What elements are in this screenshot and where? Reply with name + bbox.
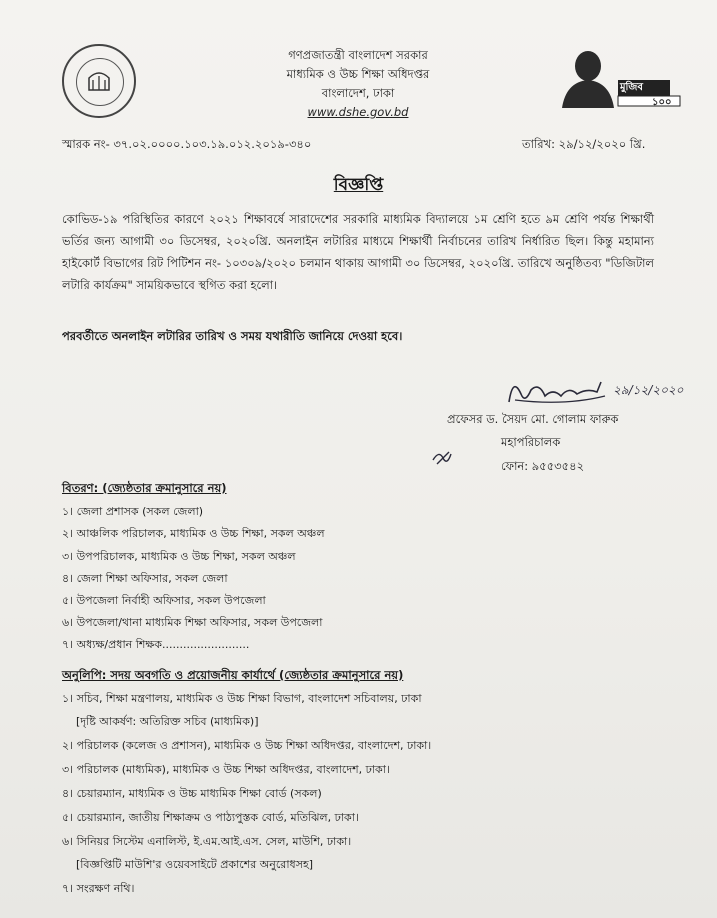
list-item: ১। জেলা প্রশাসক (সকল জেলা) bbox=[62, 505, 204, 518]
list-item: ২। আঞ্চলিক পরিচালক, মাধ্যমিক ও উচ্চ শিক্ষা, সকল অঞ্চল bbox=[62, 527, 325, 540]
memo-number: স্মারক নং- ৩৭.০২.০০০০.১০৩.১৯.০১২.২০১৯-৩৪০ bbox=[62, 137, 312, 151]
mujib-logo-text: মুজিব bbox=[620, 82, 643, 93]
list-item: [বিজ্ঞপ্তিটি মাউশি'র ওয়েবসাইটে প্রকাশের অনুরোধসহ] bbox=[62, 858, 314, 871]
initial-scribble bbox=[431, 448, 453, 468]
list-item: ৭। সংরক্ষণ নথি। bbox=[62, 882, 135, 895]
list-item: ৬। উপজেলা/থানা মাধ্যমিক শিক্ষা অফিসার, সকল উপজেলা bbox=[62, 616, 323, 629]
follow-up-notice: পরবর্তীতে অনলাইন লটারির তারিখ ও সময় যথারীতি জানিয়ে দেওয়া হবে। bbox=[62, 329, 403, 343]
directorate-name: মাধ্যমিক ও উচ্চ শিক্ষা অধিদপ্তর bbox=[286, 67, 430, 81]
list-item: ৬। সিনিয়র সিস্টেম এনালিস্ট, ই.এম.আই.এস. সেল, মাউশি, ঢাকা। bbox=[62, 835, 352, 848]
website-link[interactable]: www.dshe.gov.bd bbox=[307, 105, 409, 119]
government-name: গণপ্রজাতন্ত্রী বাংলাদেশ সরকার bbox=[288, 48, 428, 62]
list-item: ১। সচিব, শিক্ষা মন্ত্রণালয়, মাধ্যমিক ও উচ্চ শিক্ষা বিভাগ, বাংলাদেশ সচিবালয়, ঢাকা bbox=[62, 692, 422, 705]
list-item: ২। পরিচালক (কলেজ ও প্রশাসন), মাধ্যমিক ও উচ্চ শিক্ষা অধিদপ্তর, বাংলাদেশ, ঢাকা। bbox=[62, 739, 432, 752]
list-item: ৫। চেয়ারম্যান, জাতীয় শিক্ষাক্রম ও পাঠ্যপুস্তক বোর্ড, মতিঝিল, ঢাকা। bbox=[62, 811, 359, 824]
signatory-name: প্রফেসর ড. সৈয়দ মো. গোলাম ফারুক bbox=[447, 412, 619, 426]
distribution-heading: বিতরণ: (জ্যেষ্ঠতার ক্রমানুসারে নয়) bbox=[62, 481, 227, 495]
copies-heading: অনুলিপি: সদয় অবগতি ও প্রয়োজনীয় কার্যার্থে (জ্যেষ্ঠতার ক্রমানুসারে নয়) bbox=[62, 668, 404, 682]
list-item: ৪। জেলা শিক্ষা অফিসার, সকল জেলা bbox=[62, 572, 228, 585]
list-item: [দৃষ্টি আকর্ষণ: অতিরিক্ত সচিব (মাধ্যমিক)] bbox=[62, 715, 259, 728]
office-location: বাংলাদেশ, ঢাকা bbox=[321, 86, 395, 100]
memo-date: তারিখ: ২৯/১২/২০২০ খ্রি. bbox=[522, 137, 646, 151]
list-item: ৭। অধ্যক্ষ/প্রধান শিক্ষক......................... bbox=[62, 638, 250, 651]
list-item: ৩। পরিচালক (মাধ্যমিক), মাধ্যমিক ও উচ্চ শিক্ষা অধিদপ্তর, বাংলাদেশ, ঢাকা। bbox=[62, 763, 390, 776]
notice-title: বিজ্ঞপ্তি bbox=[333, 175, 384, 195]
signatory-designation: মহাপরিচালক bbox=[501, 435, 561, 449]
mujib-logo-number: ১০০ bbox=[652, 97, 672, 108]
signature-date: ২৯/১২/২০২০ bbox=[613, 383, 684, 397]
office-header bbox=[208, 46, 508, 122]
notice-paragraph: কোভিড-১৯ পরিস্থিতির কারণে ২০২১ শিক্ষাবর্ষে সারাদেশের সরকারি মাধ্যমিক বিদ্যালয়ে ১ম শ্রেণি হতে ৯ম শ্রেণি পর্যন্ত শিক্ষার্থী ভর্তির জন্য আগামী ৩০ ডিসেম্বর, ২০২০খ্রি. অনলাইন লটারির মাধ্যমে শিক্ষার্থী নির্বাচনের তারিখ নির্ধারিত ছিল। কিন্তু মহামান্য হাইকোর্ট বিভাগের রিট পিটিশন নং- ১০৩০৯/২০২০ চলমান থাকায় আগামী ৩০ ডিসেম্বর, ২০২০খ্রি. তারিখে অনুষ্ঠিতব্য "ডিজিটাল লটারি কার্যক্রম" সাময়িকভাবে স্থগিত করা হলো। bbox=[62, 212, 654, 292]
list-item: ৫। উপজেলা নির্বাহী অফিসার, সকল উপজেলা bbox=[62, 594, 266, 607]
list-item: ৩। উপপরিচালক, মাধ্যমিক ও উচ্চ শিক্ষা, সকল অঞ্চল bbox=[62, 550, 296, 563]
signatory-phone: ফোন: ৯৫৫৩৫৪২ bbox=[501, 459, 585, 473]
list-item: ৪। চেয়ারম্যান, মাধ্যমিক ও উচ্চ মাধ্যমিক শিক্ষা বোর্ড (সকল) bbox=[62, 787, 322, 800]
dshe-emblem-logo bbox=[62, 44, 136, 118]
mujib-100-logo bbox=[548, 40, 684, 108]
